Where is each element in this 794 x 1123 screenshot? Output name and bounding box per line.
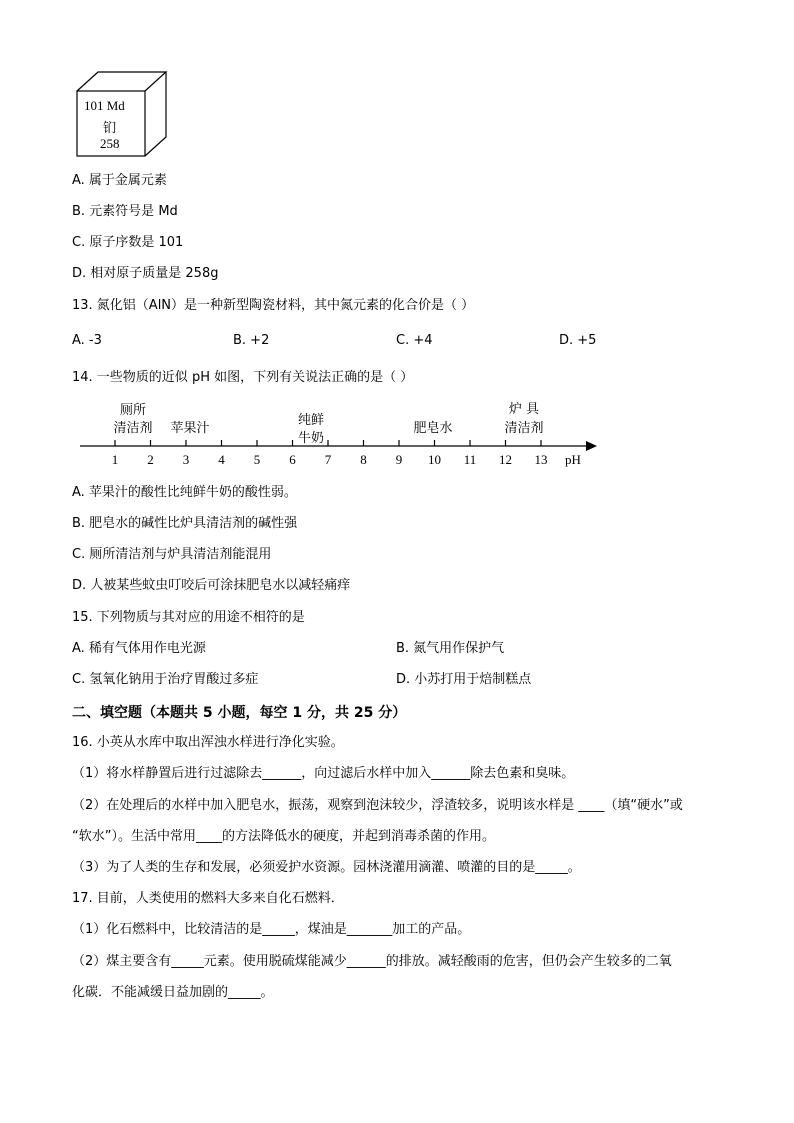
label-toilet-cleaner-line2: 清洁剂 [113, 421, 153, 436]
axis-unit-ph: pH [565, 452, 581, 467]
q17-part1: （1）化石燃料中，比较清洁的是_____，煤油是_______加工的产品。 [72, 922, 471, 937]
q14-stem: 14. 一些物质的近似 pH 如图，下列有关说法正确的是（ ） [72, 370, 414, 385]
ph-tick-label: 3 [182, 452, 190, 467]
q13-option-a: A. -3 [72, 333, 102, 348]
q16-stem: 16. 小英从水库中取出浑浊水样进行净化实验。 [72, 735, 344, 750]
q17-stem: 17. 目前，人类使用的燃料大多来自化石燃料． [72, 891, 344, 906]
q14-option-b: B. 肥皂水的碱性比炉具清洁剂的碱性强 [72, 516, 298, 531]
ph-tick-label: 12 [499, 452, 512, 467]
q13-option-d: D. +5 [559, 333, 597, 348]
q15-option-b: B. 氮气用作保护气 [396, 641, 505, 656]
label-soap-water: 肥皂水 [413, 421, 453, 436]
ph-tick-label: 4 [218, 452, 225, 467]
label-oven-cleaner-line2: 清洁剂 [504, 421, 544, 436]
q14-option-c: C. 厕所清洁剂与炉具清洁剂能混用 [72, 547, 272, 562]
q14-option-a: A. 苹果汁的酸性比纯鲜牛奶的酸性弱。 [72, 485, 297, 500]
ph-tick-label: 11 [463, 452, 477, 467]
q17-part2-line1: （2）煤主要含有_____元素。使用脱硫煤能减少______的排放。减轻酸雨的危害，但仍会产生较多的二氧 [72, 954, 672, 969]
q12-option-d: D. 相对原子质量是 258g [72, 266, 219, 281]
q16-part2-line2: “软水”）。生活中常用____的方法降低水的硬度，并起到消毒杀菌的作用。 [72, 829, 495, 844]
section-title: 二、填空题（本题共 5 小题，每空 1 分，共 25 分） [72, 705, 407, 721]
q12-option-b: B. 元素符号是 Md [72, 204, 178, 219]
label-toilet-cleaner-line1: 厕所 [119, 403, 146, 418]
ph-tick-label: 9 [395, 452, 403, 467]
label-oven-cleaner-line1: 炉 具 [508, 402, 540, 417]
label-milk-line2: 牛奶 [297, 431, 324, 446]
element-name: 钔 [103, 121, 117, 136]
q14-option-d: D. 人被某些蚊虫叮咬后可涂抹肥皂水以减轻痛痒 [72, 578, 351, 593]
q15-option-a: A. 稀有气体用作电光源 [72, 641, 206, 656]
q16-part2-line1: （2）在处理后的水样中加入肥皂水，振荡，观察到泡沫较少，浮渣较多，说明该水样是 ____（填“硬水”或 [72, 798, 683, 813]
q13-stem: 13. 氮化铝（AlN）是一种新型陶瓷材料，其中氮元素的化合价是（ ） [72, 298, 475, 313]
element-number-symbol: 101 Md [84, 98, 125, 113]
q13-option-c: C. +4 [396, 333, 433, 348]
q17-part2-line2: 化碳．不能减缓日益加剧的_____。 [72, 985, 274, 1000]
ph-tick-label: 8 [360, 452, 367, 467]
ph-tick-label: 10 [428, 452, 441, 467]
ph-tick-label: 5 [253, 452, 261, 467]
ph-tick-label: 1 [111, 452, 119, 467]
ph-tick-label: 2 [147, 452, 154, 467]
ph-tick-label: 7 [324, 452, 332, 467]
q13-option-b: B. +2 [233, 333, 270, 348]
ph-tick-label: 6 [289, 452, 296, 467]
q16-part3: （3）为了人类的生存和发展，必须爱护水资源。园林浇灌用滴灌、喷灌的目的是_____。 [72, 860, 581, 875]
ph-tick-label: 13 [534, 452, 548, 467]
label-apple-juice: 苹果汁 [170, 421, 210, 436]
element-mass: 258 [100, 136, 120, 151]
q15-option-d: D. 小苏打用于焙制糕点 [396, 672, 532, 687]
q12-option-a: A. 属于金属元素 [72, 173, 167, 188]
q15-stem: 15. 下列物质与其对应的用途不相符的是 [72, 610, 305, 625]
q16-part1: （1）将水样静置后进行过滤除去______，向过滤后水样中加入______除去色素和臭味。 [72, 766, 575, 781]
q12-option-c: C. 原子序数是 101 [72, 235, 184, 250]
label-milk-line1: 纯鲜 [297, 413, 324, 428]
q15-option-c: C. 氢氧化钠用于治疗胃酸过多症 [72, 672, 259, 687]
